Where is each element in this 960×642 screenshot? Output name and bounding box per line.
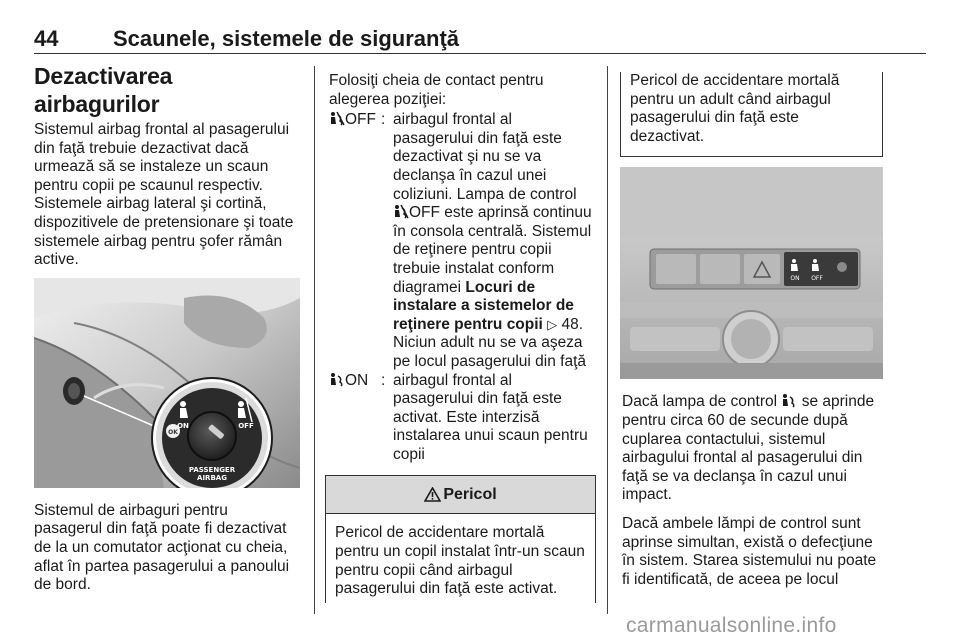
warning-text: Pericol de accidentare mortală pentru un adult când airbagul pasagerului din faţă este dezactivat. [630, 72, 840, 145]
definition-description: airbagul frontal al pasagerului din faţă este dezactivat şi nu se va declanşa în cazul unei coliziuni. Lampa de control OFF este aprinsă continuu în consola centrală. Sistemul de reţinere pentru copii trebuie instalat conform diagramei Locuri de instalare a sistemelor de reţinere pentru copii ▷ 48. Niciun adult nu se va aşeza pe locul pasagerului din faţă [393, 111, 592, 370]
paragraph: Sistemul airbag frontal al pasagerului din faţă trebuie dezactivat dacă urmează să se instaleze un scaun pentru copii pe scaunul respectiv. Sistemele airbag lateral şi cortină, dispozitivele de pretensionare şi toate sistemele airbag pentru şofer rămân active. [34, 121, 294, 269]
watermark: carmanualsonline.info [626, 614, 837, 637]
section-title: Dezactivarea airbagurilor [34, 63, 173, 117]
column-divider [607, 66, 608, 614]
warning-box [325, 475, 596, 603]
warning-box-continued [620, 72, 883, 157]
warning-title: Pericol [443, 485, 497, 503]
definition-colon: : [381, 371, 386, 389]
page-number: 44 [34, 26, 59, 51]
paragraph: Sistemul de airbaguri pentru pasagerul din faţă poate fi dezactivat de la un comutator acţionat cu cheia, aflat în partea pasagerului a panoului de bord. [34, 501, 290, 594]
svg-text:OK: OK [168, 428, 178, 436]
console-label-off: OFF [811, 275, 823, 283]
paragraph: Dacă lampa de control se aprinde pentru circa 60 de secunde după cuplarea contactului, sistemul airbagului frontal al pasagerului din faţă se va declanşa în cazul unui impact. [622, 393, 875, 504]
reference-page[interactable]: 48 [561, 315, 579, 333]
switch-label-airbag: AIRBAG [197, 473, 227, 482]
airbag-on-icon [781, 393, 797, 408]
paragraph: Dacă ambele lămpi de control sunt aprinse simultan, există o defecţiune în sistem. Starea sistemului nu poate fi identificată, de aceea pe locul [622, 514, 877, 588]
switch-label-off: OFF [238, 421, 254, 430]
airbag-key-switch-image [34, 278, 300, 488]
paragraph: Folosiţi cheia de contact pentru alegerea poziţiei: [329, 72, 544, 108]
column-2 [329, 72, 592, 603]
definition-on [329, 372, 592, 465]
column-divider [314, 66, 315, 614]
cross-reference-link[interactable]: Locuri de instalare a sistemelor de reţinere pentru copii [393, 278, 574, 333]
column-1 [34, 62, 300, 605]
warning-triangle-icon [424, 487, 441, 502]
header-rule [34, 53, 926, 54]
switch-label-on: ON [177, 421, 189, 430]
airbag-off-icon [329, 111, 345, 126]
center-console-image [620, 167, 883, 379]
switch-label-passenger: PASSENGER [188, 465, 236, 474]
warning-text: Pericol de accidentare mortală pentru un copil instalat într-un scaun pentru copii când airbagul pasagerului din faţă este activat. [335, 524, 585, 598]
definition-term: ON [329, 372, 381, 465]
column-3 [622, 72, 887, 599]
airbag-off-icon [393, 204, 409, 219]
definition-colon: : [381, 111, 386, 129]
airbag-on-icon [329, 372, 345, 387]
definition-description: airbagul frontal al pasagerului din faţă este activat. Este interzisă instalarea unui scaun pentru copii [393, 371, 588, 463]
definition-term: OFF [329, 111, 381, 371]
console-label-on: ON [790, 275, 800, 283]
running-header: Scaunele, sistemele de siguranţă [113, 26, 460, 51]
definition-off [329, 111, 592, 371]
reference-arrow-icon: ▷ [547, 316, 558, 332]
warning-header [326, 476, 595, 514]
